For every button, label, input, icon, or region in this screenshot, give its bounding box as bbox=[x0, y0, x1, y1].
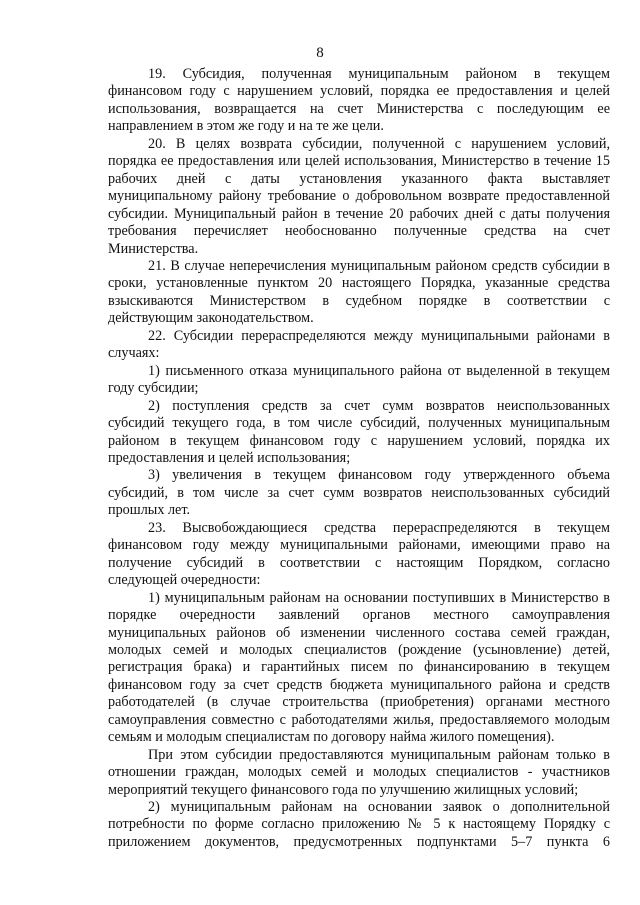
text-line: рабочих дней с даты установления указанного факта выставляет bbox=[108, 170, 610, 187]
paragraph-p19 bbox=[108, 66, 610, 136]
paragraph-p23-note bbox=[108, 747, 610, 799]
text-line: 19. Субсидия, полученная муниципальным районом в текущем bbox=[148, 66, 610, 82]
text-line: субсидии. Муниципальный район в течение 20 рабочих дней с даты получения bbox=[108, 205, 610, 222]
text-line: получение субсидий в соответствии с настоящим Порядком, согласно bbox=[108, 554, 610, 571]
paragraph-p22-2 bbox=[108, 398, 610, 468]
paragraph-p21 bbox=[108, 258, 610, 328]
text-line: 2) поступления средств за счет сумм возвратов неиспользованных bbox=[148, 397, 610, 414]
text-line: муниципальных районов об изменении численного состава семей граждан, bbox=[108, 624, 610, 641]
text-line: субсидий текущего года, в том числе субсидий, полученных муниципальным bbox=[108, 415, 610, 432]
text-line: мероприятий текущего финансового года по улучшению жилищных условий; bbox=[108, 781, 579, 798]
text-line: семьям и молодым специалистам по договору найма жилого помещения). bbox=[108, 729, 555, 746]
text-line: районом в текущем финансовом году с нарушением условий, порядка их bbox=[108, 432, 610, 449]
text-line: порядка ее предоставления или целей использования, Министерство в течение 15 bbox=[108, 153, 610, 170]
text-line: потребности по форме согласно приложению № 5 к настоящему Порядку с bbox=[108, 816, 610, 833]
paragraph-p20 bbox=[108, 136, 610, 258]
text-line: регистрация брака) и гарантийных писем по финансированию в текущем bbox=[108, 659, 610, 676]
text-line: При этом субсидии предоставляются муниципальным районам только в bbox=[148, 746, 610, 763]
text-line: финансовом году с нарушением условий, порядка ее предоставления и целей bbox=[108, 83, 610, 100]
text-line: 3) увеличения в текущем финансовом году утвержденного объема bbox=[148, 467, 610, 484]
paragraph-p22-3 bbox=[108, 467, 610, 519]
text-line: финансовом году между муниципальными районами, имеющими право на bbox=[108, 537, 610, 554]
text-line: порядке очередности заявлений органов местного самоуправления bbox=[108, 607, 610, 624]
text-line: случаях: bbox=[108, 345, 160, 362]
paragraph-p22 bbox=[108, 328, 610, 363]
page-number: 8 bbox=[316, 45, 324, 61]
text-line: 20. В целях возврата субсидии, полученной с нарушением условий, bbox=[148, 135, 610, 152]
text-line: 2) муниципальным районам на основании заявок о дополнительной bbox=[148, 799, 610, 816]
paragraph-p22-1 bbox=[108, 363, 610, 398]
text-line: направлением в этом же году и на те же цели. bbox=[108, 118, 384, 135]
text-line: 1) муниципальным районам на основании поступивших в Министерство в bbox=[148, 589, 610, 606]
text-line: молодых семей и молодых специалистов (рождение (усыновление) детей, bbox=[108, 641, 610, 658]
paragraph-p23-2 bbox=[108, 799, 610, 851]
text-line: следующей очередности: bbox=[108, 572, 261, 589]
text-line: году субсидии; bbox=[108, 380, 199, 397]
text-line: сроки, установленные пунктом 20 настоящего Порядка, указанные средства bbox=[108, 275, 610, 292]
text-line: самоуправления совместно с работодателями жилья, предоставляемого молодым bbox=[108, 711, 610, 728]
text-line: субсидий, в том числе за счет сумм возвратов неиспользованных субсидий bbox=[108, 484, 610, 501]
text-line: прошлых лет. bbox=[108, 502, 191, 519]
text-line: предоставления и целей использования; bbox=[108, 449, 351, 466]
text-line: 1) письменного отказа муниципального района от выделенной в текущем bbox=[148, 362, 610, 379]
text-line: использования, возвращается на счет Министерства с последующим ее bbox=[108, 100, 610, 117]
document-body bbox=[108, 66, 610, 851]
text-line: отношении граждан, молодых семей и молодых специалистов - участников bbox=[108, 764, 610, 781]
text-line: взыскиваются Министерством в судебном порядке в соответствии с bbox=[108, 292, 610, 309]
text-line: 23. Высвобождающиеся средства перераспределяются в текущем bbox=[148, 519, 610, 536]
text-line: Министерства. bbox=[108, 240, 199, 257]
text-line: 22. Субсидии перераспределяются между муниципальными районами в bbox=[148, 327, 610, 344]
text-line: требования перечисляет необоснованно полученные средства на счет bbox=[108, 223, 610, 240]
text-line: действующим законодательством. bbox=[108, 310, 314, 327]
paragraph-p23-1 bbox=[108, 590, 610, 747]
paragraph-p23 bbox=[108, 520, 610, 590]
text-line: 21. В случае неперечисления муниципальным районом средств субсидии в bbox=[148, 257, 610, 274]
text-line: финансовом году за счет средств бюджета муниципального района и средств bbox=[108, 676, 610, 693]
text-line: приложением документов, предусмотренных подпунктами 5–7 пункта 6 bbox=[108, 833, 610, 850]
text-line: работодателей (в случае строительства (приобретения) органами местного bbox=[108, 694, 610, 711]
text-line: муниципальному району требование о добровольном возврате предоставленной bbox=[108, 188, 610, 205]
